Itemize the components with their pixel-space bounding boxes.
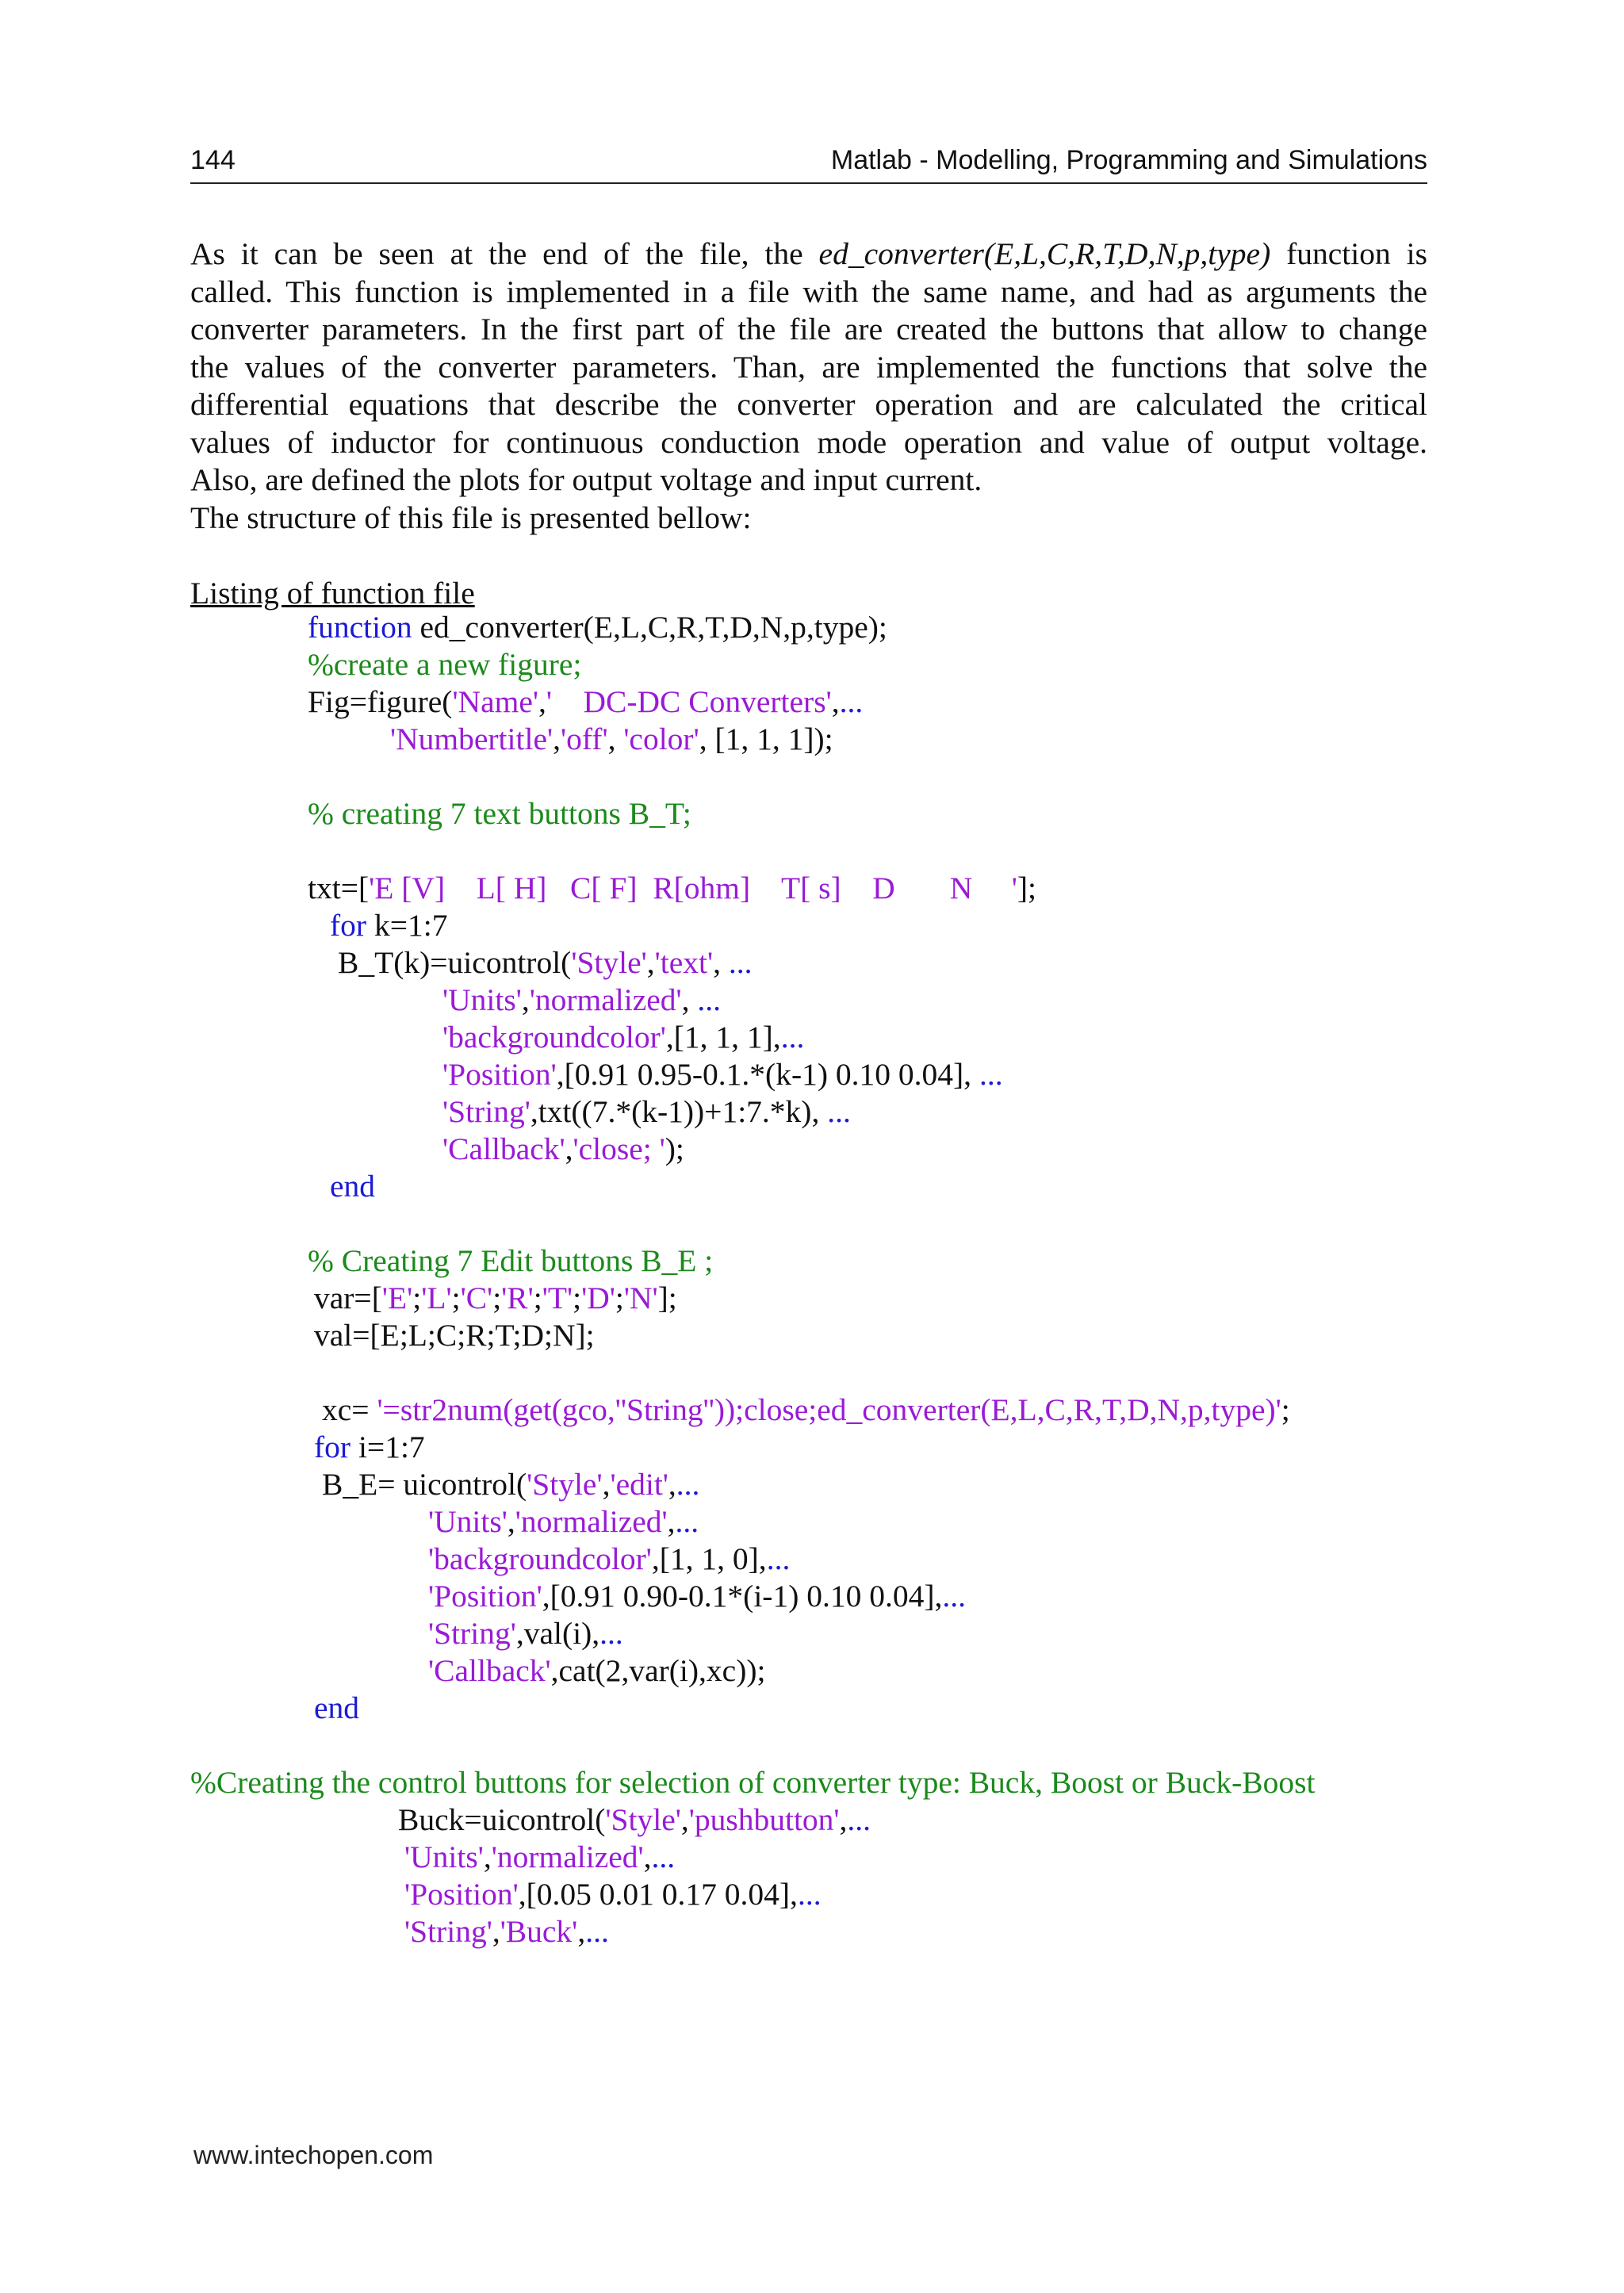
code-text: ,[1, 1, 0], — [651, 1541, 767, 1576]
continuation: ... — [766, 1541, 791, 1576]
code-text: txt=[ — [308, 871, 370, 905]
code-text: , — [602, 1467, 611, 1502]
code-string: 'Style' — [571, 945, 647, 980]
code-string: 'off' — [560, 722, 608, 756]
code-text: , — [646, 945, 655, 980]
continuation: ... — [979, 1057, 1003, 1092]
code-text: , — [538, 684, 546, 719]
code-line — [404, 1839, 675, 1876]
code-string: 'Units' — [442, 982, 522, 1017]
code-text: ]; — [1017, 871, 1036, 905]
footer-url[interactable]: www.intechopen.com — [193, 2141, 434, 2169]
code-line — [308, 609, 887, 646]
code-string: 'String' — [442, 1094, 530, 1129]
code-line — [442, 1131, 684, 1168]
code-text: , — [667, 1504, 676, 1539]
code-line — [428, 1578, 966, 1615]
code-text: ; — [533, 1280, 542, 1315]
code-text: k=1:7 — [366, 908, 448, 943]
code-string: 'Callback' — [442, 1131, 565, 1166]
code-text: Fig=figure( — [308, 684, 453, 719]
code-line — [308, 646, 581, 683]
code-text: var=[ — [314, 1280, 382, 1315]
code-line — [330, 1168, 375, 1205]
code-string: 'normalized' — [515, 1504, 668, 1539]
code-line — [398, 1801, 871, 1839]
code-text: val=[E;L;C;R;T;D;N]; — [314, 1318, 595, 1353]
continuation: ... — [827, 1094, 851, 1129]
code-text: ,[0.91 0.95-0.1.*(k-1) 0.10 0.04], — [556, 1057, 979, 1092]
code-text: ,[0.91 0.90-0.1*(i-1) 0.10 0.04], — [542, 1579, 943, 1614]
continuation: ... — [675, 1504, 699, 1539]
code-text: , — [668, 1467, 676, 1502]
continuation: ... — [728, 945, 753, 980]
code-string: 'C' — [460, 1280, 493, 1315]
code-string: 'String' — [404, 1914, 492, 1949]
continuation: ... — [797, 1877, 822, 1912]
code-line — [442, 1056, 1003, 1093]
code-text: , — [839, 1802, 848, 1837]
keyword: end — [330, 1169, 376, 1204]
code-text: ; — [573, 1280, 582, 1315]
code-string: 'color' — [623, 722, 699, 756]
code-string: 'Units' — [404, 1839, 484, 1874]
code-string: '=str2num(get(gco,''String''));close;ed_converter(E,L,C,R,T,D,N,p,type)' — [377, 1392, 1281, 1427]
code-comment: %Creating the control buttons for selection of converter type: Buck, Boost or Buck-Boost — [190, 1765, 1316, 1800]
code-string: 'normalized' — [491, 1839, 644, 1874]
code-string: 'E [V] L[ H] C[ F] R[ohm] T[ s] D N ' — [369, 871, 1017, 905]
code-line — [322, 1466, 699, 1503]
code-text: , — [483, 1839, 492, 1874]
intro-line — [190, 235, 1427, 274]
code-line — [314, 1429, 425, 1466]
code-text: , — [507, 1504, 515, 1539]
code-text: , — [713, 945, 729, 980]
code-string: 'String' — [428, 1616, 516, 1651]
code-line — [404, 1876, 822, 1913]
code-comment: % Creating 7 Edit buttons B_E ; — [308, 1243, 714, 1278]
intro-paragraph — [190, 235, 1427, 537]
code-line — [442, 1019, 804, 1056]
code-text: Buck=uicontrol( — [398, 1802, 606, 1837]
code-text: , — [681, 982, 698, 1017]
continuation: ... — [651, 1839, 676, 1874]
code-text: ,txt((7.*(k-1))+1:7.*k), — [530, 1094, 828, 1129]
code-line — [338, 944, 752, 982]
code-line — [404, 1913, 609, 1950]
code-text: ,val(i), — [515, 1616, 600, 1651]
code-text: B_T(k)=uicontrol( — [338, 945, 572, 980]
code-line — [428, 1503, 699, 1541]
intro-line: the values of the converter parameters. Than, are implemented the functions that solve the — [190, 349, 1427, 385]
code-text: , — [831, 684, 840, 719]
continuation: ... — [839, 684, 864, 719]
code-line — [390, 721, 833, 758]
continuation: ... — [585, 1914, 609, 1949]
keyword: function — [308, 610, 412, 645]
code-text: , [1, 1, 1]); — [699, 722, 833, 756]
code-line — [428, 1652, 765, 1690]
intro-line: values of inductor for continuous conduction mode operation and value of output voltage. — [190, 424, 1427, 460]
keyword: end — [314, 1690, 360, 1725]
code-text: ; — [1281, 1392, 1290, 1427]
intro-line: called. This function is implemented in a file with the same name, and had as arguments the — [190, 274, 1427, 309]
code-line — [314, 1280, 677, 1317]
intro-text: As it can be seen at the end of the file, the — [190, 236, 819, 271]
code-text: , — [607, 722, 624, 756]
code-text: , — [680, 1802, 689, 1837]
code-comment: % creating 7 text buttons B_T; — [308, 796, 691, 831]
code-string: 'Name' — [452, 684, 538, 719]
code-text: B_E= uicontrol( — [322, 1467, 527, 1502]
code-string: 'T' — [542, 1280, 573, 1315]
intro-line: differential equations that describe the converter operation and are calculated the critical — [190, 387, 1427, 422]
code-text: i=1:7 — [350, 1430, 425, 1464]
code-text: ; — [615, 1280, 624, 1315]
continuation: ... — [780, 1020, 805, 1055]
code-string: 'N' — [623, 1280, 658, 1315]
code-text: ,[1, 1, 1], — [665, 1020, 781, 1055]
code-string: ' DC-DC Converters' — [546, 684, 832, 719]
code-text: ed_converter(E,L,C,R,T,D,N,p,type); — [412, 610, 887, 645]
code-string: 'Units' — [428, 1504, 508, 1539]
function-signature: ed_converter(E,L,C,R,T,D,N,p,type) — [818, 236, 1271, 271]
code-line — [308, 683, 863, 721]
code-text: ]; — [657, 1280, 677, 1315]
code-string: 'backgroundcolor' — [428, 1541, 652, 1576]
code-line — [314, 1690, 359, 1727]
code-string: 'Style' — [527, 1467, 603, 1502]
code-string: 'D' — [581, 1280, 615, 1315]
code-text: ; — [492, 1280, 502, 1315]
code-line — [190, 1764, 1315, 1801]
code-text: , — [492, 1914, 500, 1949]
code-line — [308, 1242, 713, 1280]
continuation: ... — [847, 1802, 871, 1837]
continuation: ... — [599, 1616, 623, 1651]
intro-line: converter parameters. In the first part of the file are created the buttons that allow to change — [190, 312, 1427, 346]
code-text: xc= — [322, 1392, 377, 1427]
code-string: 'Position' — [404, 1877, 519, 1912]
page-number: 144 — [190, 145, 236, 175]
code-text: ,cat(2,var(i),xc)); — [550, 1653, 766, 1688]
code-string: 'Position' — [442, 1057, 557, 1092]
listing-title: Listing of function file — [190, 576, 475, 611]
code-line — [322, 1391, 1290, 1429]
code-string: 'Position' — [428, 1579, 542, 1614]
code-string: 'close; ' — [573, 1131, 665, 1166]
code-text: ; — [412, 1280, 422, 1315]
running-header — [190, 141, 1427, 184]
keyword: for — [314, 1430, 351, 1464]
code-text: , — [553, 722, 561, 756]
continuation: ... — [942, 1579, 967, 1614]
code-string: 'L' — [421, 1280, 452, 1315]
code-line — [314, 1317, 595, 1354]
code-text: ); — [665, 1131, 684, 1166]
code-text: , — [521, 982, 530, 1017]
code-comment: %create a new figure; — [308, 647, 582, 682]
code-string: 'normalized' — [529, 982, 682, 1017]
code-line — [428, 1541, 790, 1578]
code-string: 'Style' — [605, 1802, 681, 1837]
code-line — [428, 1615, 623, 1652]
code-string: 'R' — [501, 1280, 534, 1315]
code-line — [330, 907, 447, 944]
code-text: ,[0.05 0.01 0.17 0.04], — [518, 1877, 798, 1912]
code-string: 'text' — [654, 945, 714, 980]
code-line — [308, 795, 691, 833]
code-text: ; — [451, 1280, 461, 1315]
intro-line: The structure of this file is presented bellow: — [190, 500, 752, 535]
book-title: Matlab - Modelling, Programming and Simulations — [830, 145, 1427, 175]
code-line — [442, 1093, 851, 1131]
code-line — [308, 870, 1036, 907]
code-string: 'backgroundcolor' — [442, 1020, 666, 1055]
code-text: , — [577, 1914, 586, 1949]
code-text: , — [643, 1839, 652, 1874]
intro-line: Also, are defined the plots for output voltage and input current. — [190, 462, 982, 497]
code-string: 'E' — [381, 1280, 413, 1315]
code-string: 'edit' — [610, 1467, 668, 1502]
keyword: for — [330, 908, 367, 943]
continuation: ... — [697, 982, 722, 1017]
code-string: 'pushbutton' — [688, 1802, 840, 1837]
code-line — [442, 982, 721, 1019]
code-text: , — [565, 1131, 573, 1166]
code-string: 'Buck' — [500, 1914, 578, 1949]
code-string: 'Numbertitle' — [390, 722, 553, 756]
intro-text: function is — [1270, 236, 1427, 271]
continuation: ... — [676, 1467, 700, 1502]
code-string: 'Callback' — [428, 1653, 551, 1688]
